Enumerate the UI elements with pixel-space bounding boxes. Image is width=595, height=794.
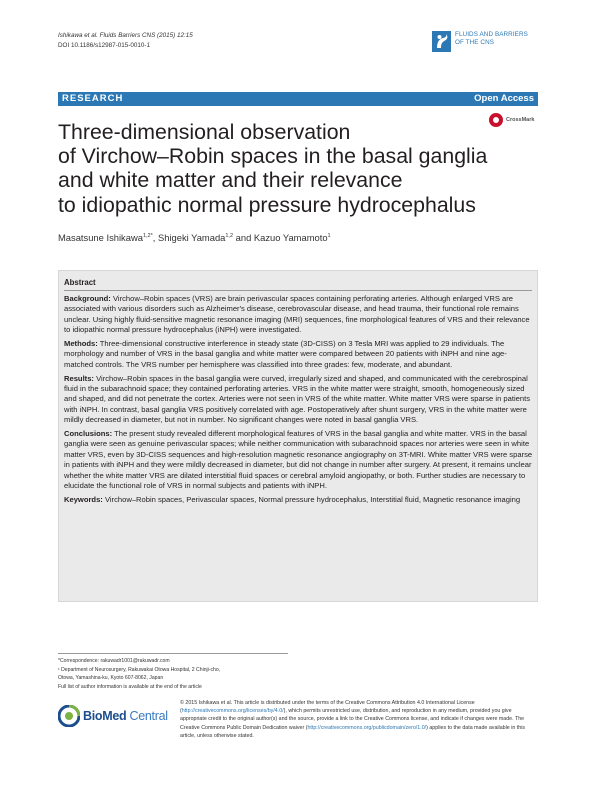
abstract-box xyxy=(58,270,538,602)
biomed-central-logo xyxy=(58,705,168,727)
public-domain-link[interactable]: http://creativecommons.org/publicdomain/zero/1.0/ xyxy=(307,724,427,731)
author-affiliation: 1,2* xyxy=(142,232,153,239)
open-access-label: Open Access xyxy=(474,93,534,104)
abstract-keywords xyxy=(64,495,534,505)
license-link[interactable]: http://creativecommons.org/licenses/by/4.0/ xyxy=(181,708,284,715)
crossmark-label: CrossMark xyxy=(506,117,535,123)
affiliation-line: Otowa, Yamashina-ku, Kyoto 607-8062, Japan xyxy=(58,675,164,682)
footnotes xyxy=(58,653,288,691)
section-label: Results: xyxy=(64,373,94,383)
author-separator: and xyxy=(233,232,254,243)
abstract-results xyxy=(64,374,534,426)
section-text: Virchow–Robin spaces, Perivascular spaces, Normal pressure hydrocephalus, Interstitial fluid, Magnetic resonance imaging xyxy=(102,494,521,504)
section-label: Methods: xyxy=(64,339,98,349)
author-name: Kazuo Yamamoto xyxy=(253,232,328,243)
biomed-central-icon xyxy=(58,705,80,727)
citation-line: Ishikawa et al. Fluids Barriers CNS (2015) 12:15 xyxy=(58,32,193,39)
wordmark-part: Central xyxy=(126,709,168,723)
license-text: ), which permits unrestricted use, distribution, and reproduction in any medium, provided you give appropriate credit to the original author(s) and the source, provide a link to the Creative Commons license, and indicate if changes were made. The Creative Commons Public Domain Dedication waiver ( xyxy=(180,708,525,731)
author-list xyxy=(58,232,331,243)
section-label: Keywords: xyxy=(64,494,103,504)
journal-logo-line1: FLUIDS AND BARRIERS xyxy=(455,31,528,38)
abstract-divider xyxy=(64,290,532,291)
author-affiliation: 1 xyxy=(327,232,331,239)
title-line: of Virchow–Robin spaces in the basal ganglia xyxy=(58,144,488,169)
fluids-barriers-cns-logo-icon xyxy=(432,31,451,52)
article-title xyxy=(58,120,528,217)
section-banner xyxy=(58,92,538,106)
section-label: Conclusions: xyxy=(64,429,113,439)
wordmark-part: BioMed xyxy=(83,709,127,723)
license-text: © 2015 Ishikawa et al. This article is distributed under the terms of the Creative Commons Attribution 4.0 International License ( xyxy=(180,700,475,715)
correspondence-email[interactable]: *Correspondence: rakuwadr1001@rakuwadr.com xyxy=(58,658,170,664)
section-text: The present study revealed different morphological features of VRS in the basal ganglia and white matter. VRS in the basal ganglia were seen as genuine perivascular spaces; while neither communication with subarachnoid spaces nor arteries were seen in white matter VRS, even by 3D-CISS sequences and high-resolution magnetic resonance angiography on 3T-MRI. White matter VRS were sparse in patients with iNPH and they were mildly decreased in diameter, but did not change in number after surgery. At present, it remains unclear whether the white matter VRS are dilated interstitial fluid spaces or cerebral amyloid angiopathy, or both. Further studies are necessary to elucidate the functional role of VRS in normal subjects and patients with iNPH. xyxy=(64,429,533,491)
section-text: Virchow–Robin spaces in the basal ganglia were curved, irregularly sized and shaped, and communicated with the cerebrospinal fluid in the subarachnoid space; they contained perforating arteries. VRS in the white matter were straight, smooth, homogeneously sized and shaped, and did not penetrate the cortex. Arteries were not seen in VRS of the white matter. White matter VRS were sparse in patients with iNPH. In contrast, basal ganglia VRS positively correlated with age. Postoperatively after shunt surgery, VRS in the white matter were mildly decreased in diameter, but not in number. No significant changes were noted in basal ganglia VRS. xyxy=(64,373,531,425)
section-label: RESEARCH xyxy=(62,93,124,104)
biomed-central-wordmark xyxy=(83,709,168,723)
author-name: Shigeki Yamada xyxy=(157,232,226,243)
author-info-note: Full list of author information is available at the end of the article xyxy=(58,683,202,690)
abstract-methods xyxy=(64,339,534,370)
author-affiliation: 1,2 xyxy=(225,232,234,239)
author-separator: , xyxy=(152,232,158,243)
section-text: Three-dimensional constructive interference in steady state (3D-CISS) on 3 Tesla MRI was applied to 29 individuals. The morphology and number of VRS in the basal ganglia and white matter were compared between 20 patients with iNPH and nine age-matched controls. The VRS number per hemisphere was classified into three grades: few, moderate, and abundant. xyxy=(64,339,507,369)
section-text: Virchow–Robin spaces (VRS) are brain perivascular spaces containing perforating arteries. Although enlarged VRS are associated with various disorders such as Alzheimer's disease, cerebrovascular disease, and head trauma, their functional role remains unclear. Using highly fluid-sensitive magnetic resonance imaging (MRI) sequences, fine morphological features of VRS and their relevance to idiopathic normal pressure hydrocephalus (iNPH) were investigated. xyxy=(64,294,530,335)
citation-block xyxy=(58,31,193,51)
abstract-conclusions xyxy=(64,429,534,491)
title-line: to idiopathic normal pressure hydrocephalus xyxy=(58,192,476,217)
affiliation-line: ¹ Department of Neurosurgery, Rakuwakai Otowa Hospital, 2 Chinji-cho, xyxy=(58,666,221,673)
doi-line: DOI 10.1186/s12987-015-0010-1 xyxy=(58,42,150,49)
journal-logo xyxy=(432,31,528,52)
license-statement xyxy=(180,699,538,740)
abstract-body xyxy=(64,294,534,509)
author-name: Masatsune Ishikawa xyxy=(58,232,143,243)
title-line: Three-dimensional observation xyxy=(58,120,351,144)
abstract-heading: Abstract xyxy=(64,278,96,287)
license-text: ) applies to the data made available in this article, unless otherwise stated. xyxy=(180,724,526,739)
journal-logo-text xyxy=(455,31,528,47)
section-label: Background: xyxy=(64,294,111,303)
abstract-background xyxy=(64,294,534,336)
journal-logo-line2: OF THE CNS xyxy=(455,39,495,46)
title-line: and white matter and their relevance xyxy=(58,168,403,193)
